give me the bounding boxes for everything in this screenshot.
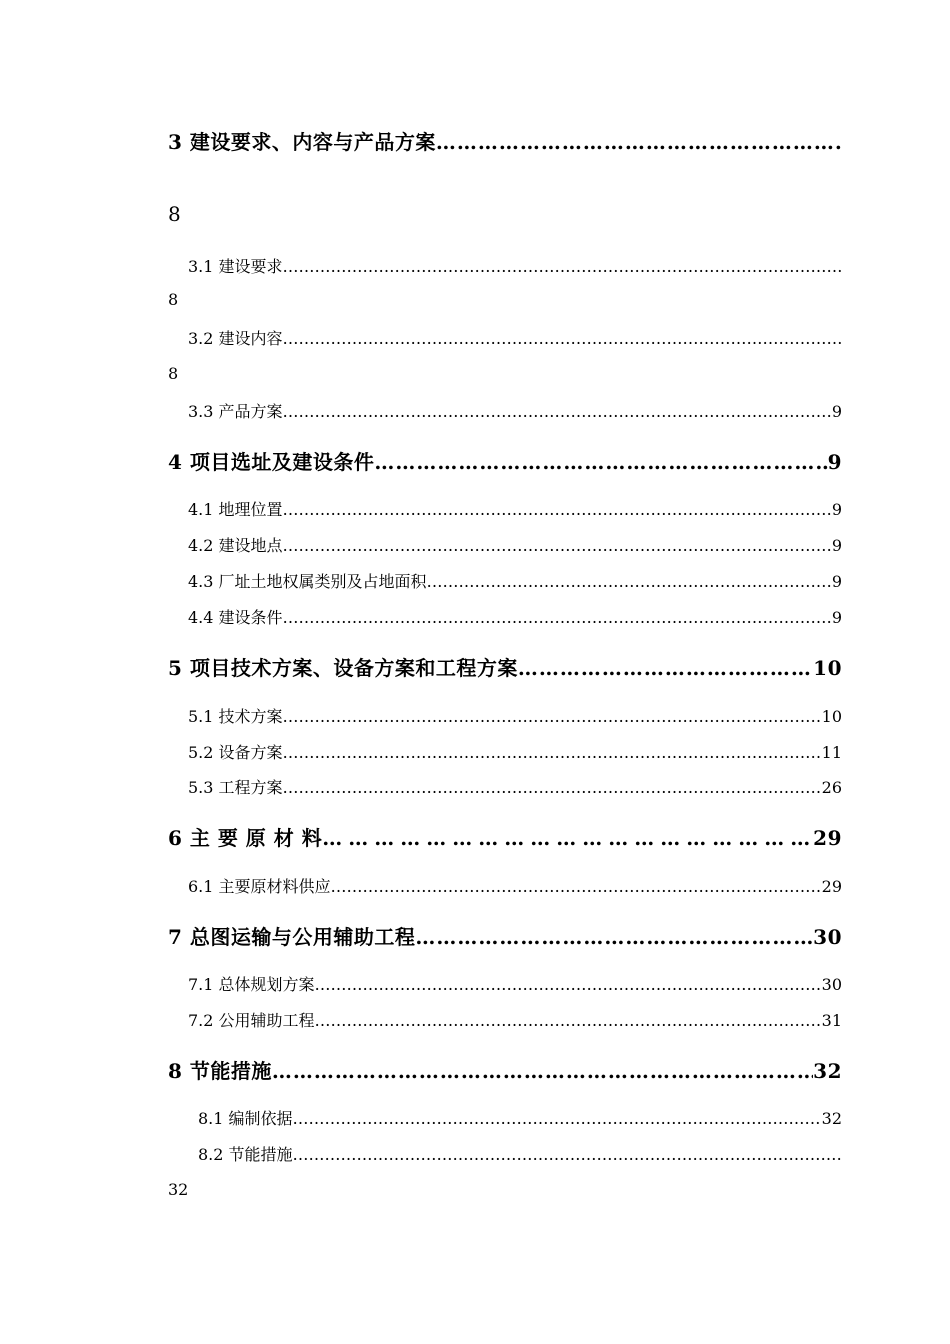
toc-entry-5-2[interactable] xyxy=(188,740,842,763)
toc-entry-3-3[interactable] xyxy=(188,399,842,422)
toc-label: 8.1 编制依据 xyxy=(198,1109,293,1128)
toc-label: 3.3 产品方案 xyxy=(188,402,283,421)
toc-entry-8-2[interactable] xyxy=(198,1142,842,1165)
toc-entry-8[interactable] xyxy=(168,1055,842,1084)
toc-page-number: 8 xyxy=(168,202,181,226)
toc-label: 4.1 地理位置 xyxy=(188,500,283,519)
toc-page-number: 9 xyxy=(831,572,842,591)
toc-entry-6[interactable] xyxy=(168,822,842,851)
toc-label: 5.3 工程方案 xyxy=(188,778,283,797)
toc-leader xyxy=(331,877,822,896)
toc-page-number: 29 xyxy=(821,877,842,896)
toc-label: 7 总图运输与公用辅助工程 xyxy=(168,925,416,949)
toc-entry-4-4[interactable] xyxy=(188,605,842,628)
toc-leader xyxy=(322,826,813,850)
toc-leader xyxy=(374,450,827,474)
toc-label: 5.1 技术方案 xyxy=(188,707,283,726)
toc-entry-7-2[interactable] xyxy=(188,1008,842,1031)
toc-label: 5 项目技术方案、设备方案和工程方案 xyxy=(168,656,518,680)
toc-leader xyxy=(283,329,842,348)
toc-page-number: 9 xyxy=(831,608,842,627)
toc-page-number: 11 xyxy=(821,743,842,762)
toc-page-number: 9 xyxy=(827,450,842,474)
toc-label: 3.2 建设内容 xyxy=(188,329,283,348)
toc-leader xyxy=(293,1109,822,1128)
toc-page-number: 32 xyxy=(168,1180,189,1199)
toc-entry-4-1[interactable] xyxy=(188,497,842,520)
toc-leader xyxy=(518,656,813,680)
toc-label: 4.2 建设地点 xyxy=(188,536,283,555)
toc-label: 7.2 公用辅助工程 xyxy=(188,1011,315,1030)
toc-label: 4.3 厂址土地权属类别及占地面积 xyxy=(188,572,427,591)
toc-leader xyxy=(293,1145,842,1164)
toc-label: 6 主 要 原 材 料 xyxy=(168,826,323,850)
toc-label: 4.4 建设条件 xyxy=(188,608,283,627)
toc-label: 7.1 总体规划方案 xyxy=(188,975,315,994)
toc-page-number: 8 xyxy=(168,364,179,383)
toc-leader xyxy=(283,536,832,555)
toc-page-number: 9 xyxy=(831,536,842,555)
toc-leader xyxy=(283,257,842,276)
toc-leader xyxy=(283,608,832,627)
toc-page-number: 32 xyxy=(821,1109,842,1128)
toc-leader xyxy=(283,743,822,762)
toc-entry-5[interactable] xyxy=(168,652,842,681)
toc-page-number: 29 xyxy=(813,826,842,850)
toc-entry-4-2[interactable] xyxy=(188,533,842,556)
toc-page-number: 10 xyxy=(813,656,842,680)
toc-label: 8.2 节能措施 xyxy=(198,1145,293,1164)
toc-entry-7[interactable] xyxy=(168,921,842,950)
toc-page-number: 9 xyxy=(831,500,842,519)
toc-page-number: 9 xyxy=(831,402,842,421)
toc-leader xyxy=(272,1059,813,1083)
toc-entry-7-1[interactable] xyxy=(188,972,842,995)
toc-page-number: 30 xyxy=(821,975,842,994)
toc-entry-3-2[interactable] xyxy=(188,326,842,349)
toc-label: 3.1 建设要求 xyxy=(188,257,283,276)
toc-entry-4[interactable] xyxy=(168,446,842,475)
toc-entry-5-1[interactable] xyxy=(188,704,842,727)
toc-leader xyxy=(283,500,832,519)
toc-page-number: 10 xyxy=(821,707,842,726)
toc-page-number: 30 xyxy=(813,925,842,949)
toc-entry-6-1[interactable] xyxy=(188,874,842,897)
toc-entry-5-3[interactable] xyxy=(188,775,842,798)
toc-leader xyxy=(315,975,822,994)
toc-label: 8 节能措施 xyxy=(168,1059,272,1083)
toc-leader xyxy=(427,572,832,591)
toc-entry-8-1[interactable] xyxy=(198,1106,842,1129)
toc-leader xyxy=(415,925,813,949)
toc-label: 5.2 设备方案 xyxy=(188,743,283,762)
toc-leader xyxy=(283,402,832,421)
toc-entry-4-3[interactable] xyxy=(188,569,842,592)
toc-page-number: 8 xyxy=(168,290,179,309)
toc-entry-3-1[interactable] xyxy=(188,254,842,277)
toc-entry-3[interactable] xyxy=(168,126,842,155)
toc-label: 3 建设要求、内容与产品方案 xyxy=(168,130,436,154)
toc-page-number: 26 xyxy=(821,778,842,797)
toc-label: 6.1 主要原材料供应 xyxy=(188,877,331,896)
toc-page-number: 32 xyxy=(813,1059,842,1083)
toc-leader xyxy=(315,1011,822,1030)
toc-leader xyxy=(436,130,842,154)
toc-leader xyxy=(283,707,822,726)
toc-label: 4 项目选址及建设条件 xyxy=(168,450,375,474)
toc-page-number: 31 xyxy=(821,1011,842,1030)
toc-leader xyxy=(283,778,822,797)
